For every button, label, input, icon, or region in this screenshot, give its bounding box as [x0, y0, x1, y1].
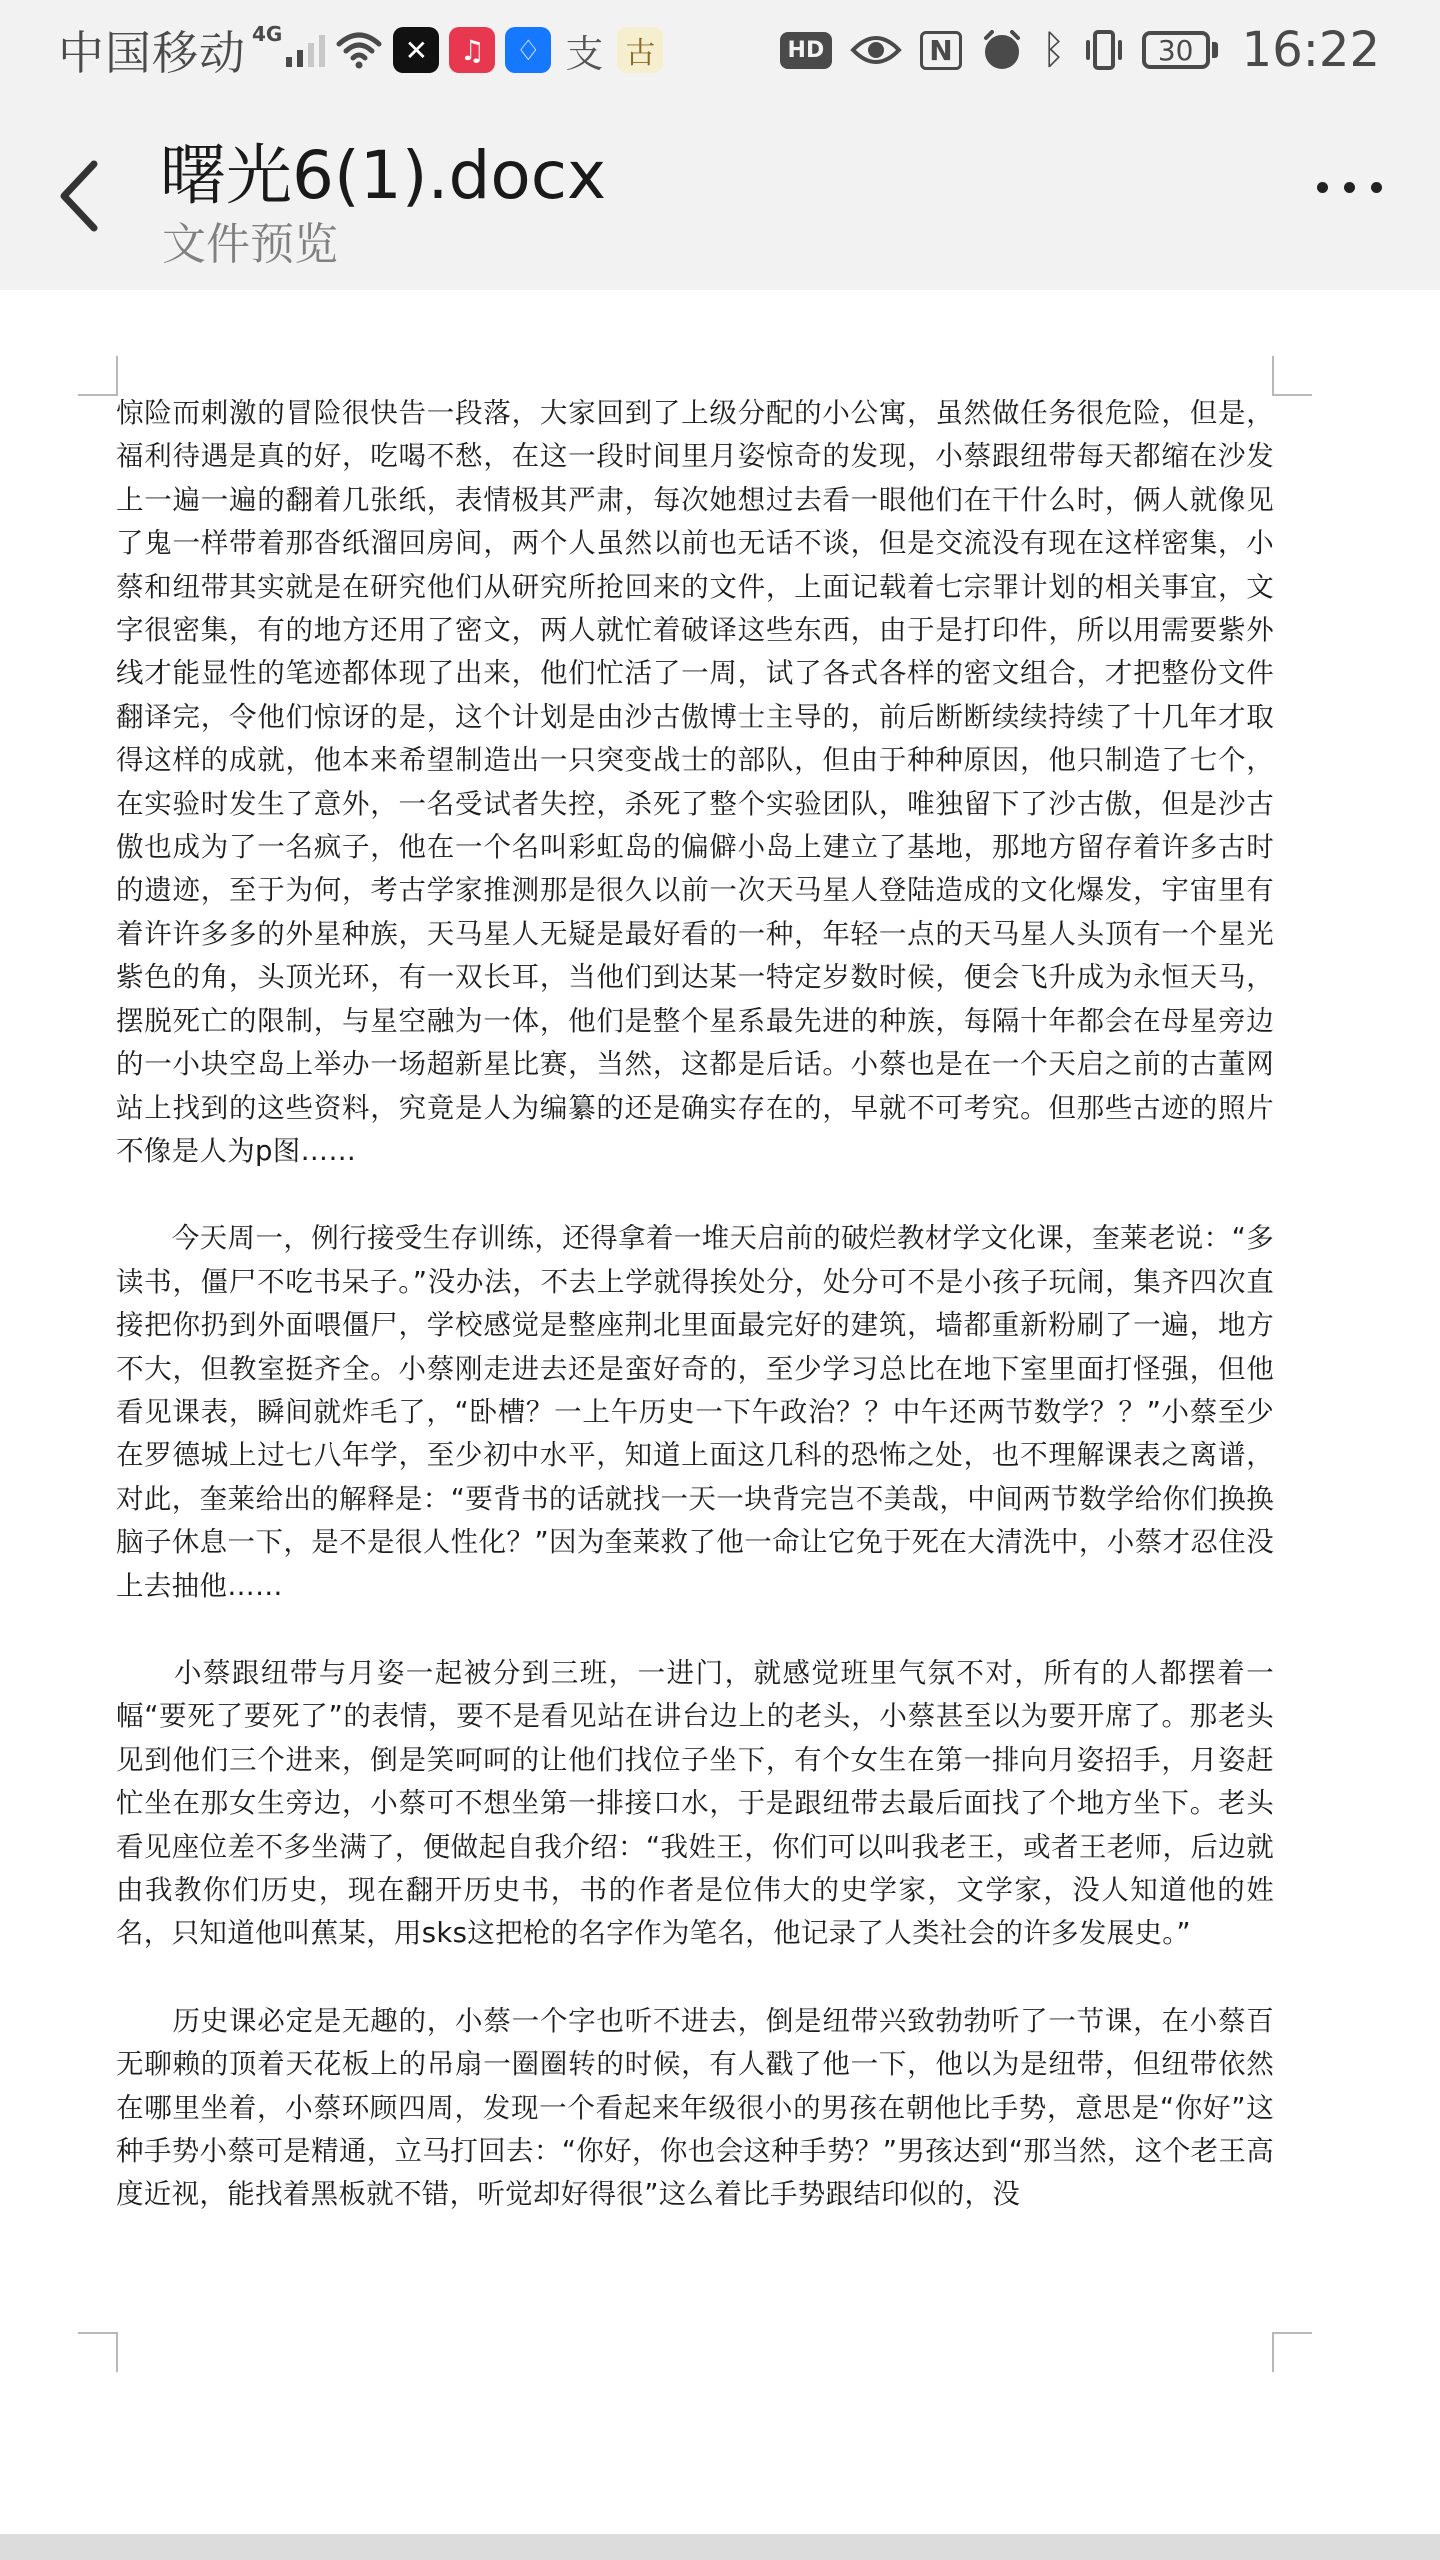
capcut-app-icon: ✕ [393, 27, 439, 73]
clock: 16:22 [1241, 22, 1380, 78]
nfc-icon: N [920, 31, 961, 70]
paragraph: 小蔡跟纽带与月姿一起被分到三班，一进门，就感觉班里气氛不对，所有的人都摆着一幅“要死了要死了”的表情，要不是看见站在讲台边上的老头，小蔡甚至以为要开席了。那老头见到他们三个进来，倒是笑呵呵的让他们找位子坐下，有个女生在第一排向月姿招手，月姿赶忙坐在那女生旁边，小蔡可不想坐第一排接口水，于是跟纽带去最后面找了个地方坐下。老头看见座位差不多坐满了，便做起自我介绍：“我姓王，你们可以叫我老王，或者王老师，后边就由我教你们历史，现在翻开历史书，书的作者是位伟大的史学家，文学家，没人知道他的姓名，只知道他叫蕉某，用sks这把枪的名字作为笔名，他记录了人类社会的许多发展史。” [116, 1656, 1274, 1950]
crop-mark-bottom-right [1272, 2332, 1312, 2372]
pay-app-icon: 支 [565, 31, 604, 76]
document-body [116, 392, 1274, 2261]
bluetooth-icon: ᛒ [1041, 27, 1066, 73]
status-right [780, 20, 1380, 80]
page-subtitle: 文件预览 [162, 219, 338, 270]
battery-level: 30 [1142, 31, 1210, 69]
app-bar [0, 100, 1440, 290]
network-type: 4G [252, 22, 283, 46]
more-options-icon[interactable] [1317, 182, 1382, 193]
paragraph: 今天周一，例行接受生存训练，还得拿着一堆天启前的破烂教材学文化课，奎莱老说：“多读书，僵尸不吃书呆子。”没办法，不去上学就得挨处分，处分可不是小孩子玩闹，集齐四次直接把你扔到外面喂僵尸，学校感觉是整座荆北里面最完好的建筑，墙都重新粉刷了一遍，地方不大，但教室挺齐全。小蔡刚走进去还是蛮好奇的，至少学习总比在地下室里面打怪强，但他看见课表，瞬间就炸毛了，“卧槽？一上午历史一下午政治？？中午还两节数学？？”小蔡至少在罗德城上过七八年学，至少初中水平，知道上面这几科的恐怖之处，也不理解课表之离谱，对此，奎莱给出的解释是：“要背书的话就找一天一块背完岂不美哉，中间两节数学给你们换换脑子休息一下，是不是很人性化？”因为奎莱救了他一命让它免于死在大清洗中，小蔡才忍住没上去抽他…… [116, 1222, 1274, 1602]
crop-mark-top-right [1272, 356, 1312, 396]
crop-mark-top-left [78, 356, 118, 396]
eye-comfort-icon [850, 32, 902, 68]
reading-app-icon: 古 [617, 27, 663, 73]
bottom-edge-bar [0, 2534, 1440, 2560]
carrier-name: 中国移动 [58, 26, 246, 80]
wifi-icon [335, 30, 383, 70]
signal-strength-icon [286, 33, 325, 67]
hd-call-icon: HD [780, 32, 833, 69]
status-left [58, 20, 663, 80]
bulb-app-icon: ♢ [505, 27, 551, 73]
back-arrow-icon[interactable] [46, 150, 116, 240]
crop-mark-bottom-left [78, 2332, 118, 2372]
music-app-icon: ♫ [449, 27, 495, 73]
document-preview[interactable] [0, 290, 1440, 2534]
paragraph: 惊险而刺激的冒险很快告一段落，大家回到了上级分配的小公寓，虽然做任务很危险，但是，福利待遇是真的好，吃喝不愁，在这一段时间里月姿惊奇的发现，小蔡跟纽带每天都缩在沙发上一遍一遍的翻着几张纸，表情极其严肃，每次她想过去看一眼他们在干什么时，俩人就像见了鬼一样带着那沓纸溜回房间，两个人虽然以前也无话不谈，但是交流没有现在这样密集，小蔡和纽带其实就是在研究他们从研究所抢回来的文件，上面记载着七宗罪计划的相关事宜，文字很密集，有的地方还用了密文，两人就忙着破译这些东西，由于是打印件，所以用需要紫外线才能显性的笔迹都体现了出来，他们忙活了一周，试了各式各样的密文组合，才把整份文件翻译完，令他们惊讶的是，这个计划是由沙古傲博士主导的，前后断断续续持续了十几年才取得这样的成就，他本来希望制造出一只突变战士的部队，但由于种种原因，他只制造了七个，在实验时发生了意外，一名受试者失控，杀死了整个实验团队，唯独留下了沙古傲，但是沙古傲也成为了一名疯子，他在一个名叫彩虹岛的偏僻小岛上建立了基地，那地方留存着许多古时的遗迹，至于为何，考古学家推测那是很久以前一次天马星人登陆造成的文化爆发，宇宙里有着许许多多的外星种族，天马星人无疑是最好看的一种，年轻一点的天马星人头顶有一个星光紫色的角，头顶光环，有一双长耳，当他们到达某一特定岁数时候，便会飞升成为永恒天马，摆脱死亡的限制，与星空融为一体，他们是整个星系最先进的种族，每隔十年都会在母星旁边的一小块空岛上举办一场超新星比赛，当然，这都是后话。小蔡也是在一个天启之前的古董网站上找到的这些资料，究竟是人为编纂的还是确实存在的，早就不可考究。但那些古迹的照片不像是人为p图…… [116, 397, 1274, 1167]
paragraph: 历史课必定是无趣的，小蔡一个字也听不进去，倒是纽带兴致勃勃听了一节课，在小蔡百无聊赖的顶着天花板上的吊扇一圈圈转的时候，有人戳了他一下，他以为是纽带，但纽带依然在哪里坐着，小蔡环顾四周，发现一个看起来年级很小的男孩在朝他比手势，意思是“你好”这种手势小蔡可是精通，立马打回去：“你好，你也会这种手势？”男孩达到“那当然，这个老王高度近视，能找着黑板就不错，听觉却好得很”这么着比手势跟结印似的，没 [116, 2004, 1274, 2211]
battery-icon [1142, 31, 1218, 69]
alarm-icon [980, 28, 1024, 72]
status-bar [0, 0, 1440, 100]
vibrate-icon [1084, 28, 1124, 72]
document-title: 曙光6(1).docx [160, 137, 607, 214]
